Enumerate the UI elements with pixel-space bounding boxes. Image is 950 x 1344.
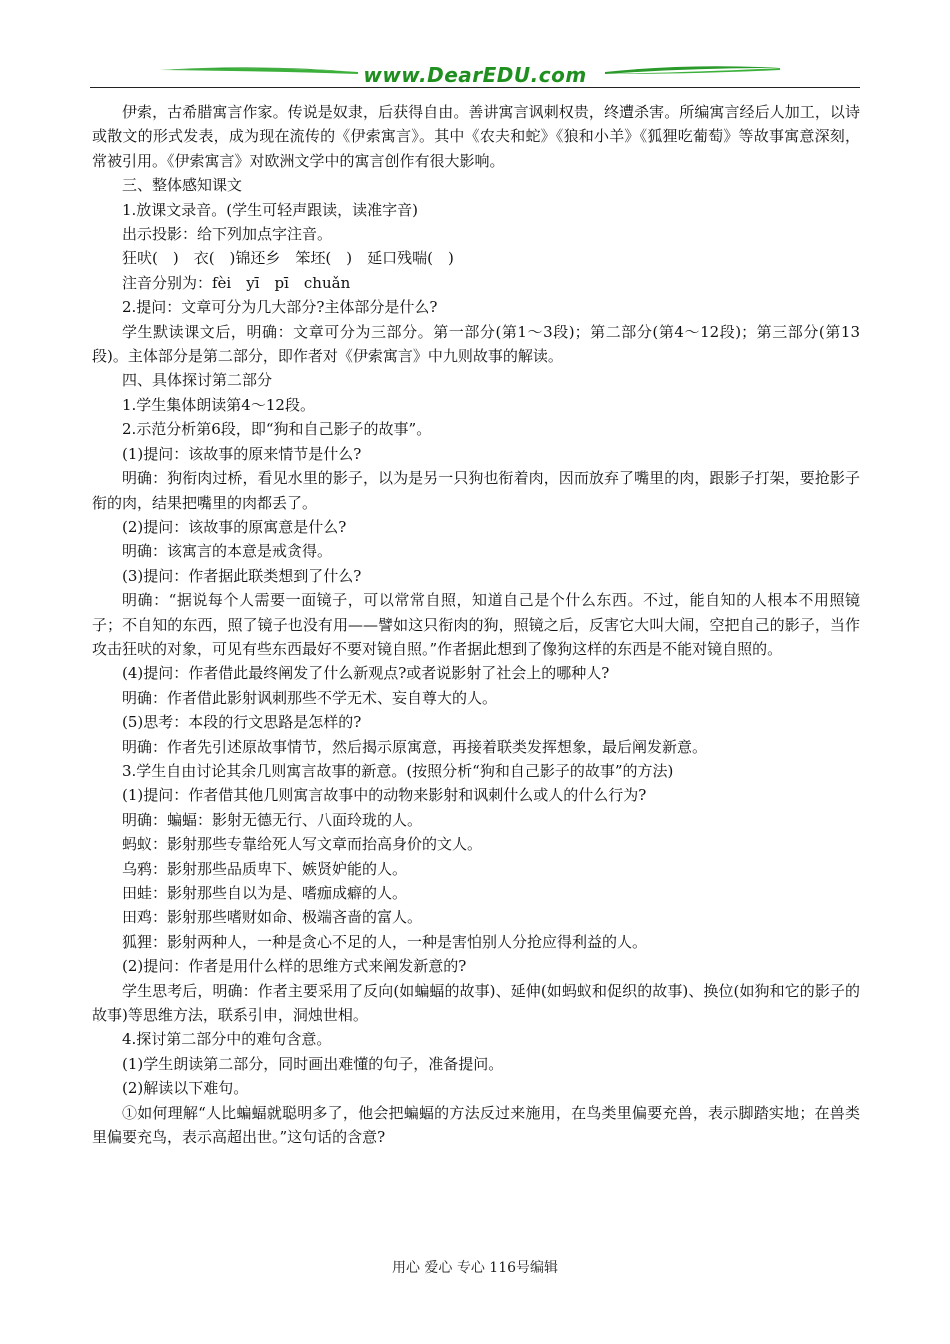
paragraph: 蚂蚁：影射那些专靠给死人写文章而抬高身价的文人。 [122,835,483,854]
paragraph: 明确：该寓言的本意是戒贪得。 [122,542,333,561]
paragraph: (4)提问：作者借此最终阐发了什么新观点?或者说影射了社会上的哪种人? [122,664,610,683]
paragraph: (2)解读以下难句。 [122,1079,249,1098]
header-divider [90,87,860,88]
paragraph: 明确：作者先引述原故事情节，然后揭示原寓意，再接着联类发挥想象，最后阐发新意。 [122,737,708,756]
paragraph: (2)提问：作者是用什么样的思维方式来阐发新意的? [122,957,467,976]
site-logo-text: www.DearEDU.com [363,63,587,87]
paragraph: 田蛙：影射那些自以为是、嗜痂成癖的人。 [122,884,408,902]
paragraph: 学生默读课文后，明确：文章可分为三部分。第一部分(第1～3段)；第二部分(第4～12段)；第三部分(第13段)。主体部分是第二部分，即作者对《伊索寓言》中九则故事的解读。 [92,322,860,366]
paragraph: 1.放课文录音。(学生可轻声跟读，读准字音) [122,200,419,219]
paragraph: 2.示范分析第6段，即“狗和自己影子的故事”。 [122,420,432,439]
paragraph: 乌鸦：影射那些品质卑下、嫉贤妒能的人。 [122,859,408,878]
paragraph: 学生思考后，明确：作者主要采用了反向(如蝙蝠的故事)、延伸(如蚂蚁和促织的故事)、换位(如狗和它的影子的故事)等思维方法，联系引申，洞烛世相。 [92,981,860,1025]
paragraph: 明确：“据说每个人需要一面镜子，可以常常自照，知道自己是个什么东西。不过，能自知的人根本不用照镜子；不自知的东西，照了镜子也没有用——譬如这只衔肉的狗，照镜之后，反害它大叫大闹，空把自己的影子，当作攻击狂吠的对象，可见有些东西最好不要对镜自照。”作者据此想到了像狗这样的东西是不能对镜自照的。 [92,591,860,658]
section-heading-4: 四、具体探讨第二部分 [122,371,273,390]
paragraph: 田鸡：影射那些嗜财如命、极端吝啬的富人。 [122,908,423,927]
paragraph-author-intro: 伊索，古希腊寓言作家。传说是奴隶，后获得自由。善讲寓言讽刺权贵，终遭杀害。所编寓言经后人加工，以诗或散文的形式发表，成为现在流传的《伊索寓言》。其中《农夫和蛇》《狼和小羊》《狐狸吃葡萄》等故事寓意深刻，常被引用。《伊索寓言》对欧洲文学中的寓言创作有很大影响。 [92,103,860,170]
paragraph: (1)提问：作者借其他几则寓言故事中的动物来影射和讽刺什么或人的什么行为? [122,786,647,805]
paragraph: 3.学生自由讨论其余几则寓言故事的新意。(按照分析“狗和自己影子的故事”的方法) [122,761,674,780]
paragraph: 4.探讨第二部分中的难句含意。 [122,1030,332,1049]
paragraph: 明确：作者借此影射讽刺那些不学无术、妄自尊大的人。 [122,688,498,707]
paragraph: 1.学生集体朗读第4～12段。 [122,395,315,414]
paragraph: 明确：蝙蝠：影射无德无行、八面玲珑的人。 [122,810,423,829]
paragraph: 狐狸：影射两种人，一种是贪心不足的人，一种是害怕别人分抢应得利益的人。 [122,932,648,951]
paragraph: (2)提问：该故事的原寓意是什么? [122,517,347,536]
pronunciation-exercise: 狂吠( ) 衣( )锦还乡 笨坯( ) 延口残喘( ) [122,249,454,268]
paragraph: 出示投影：给下列加点字注音。 [122,225,333,244]
paragraph: 2.提问：文章可分为几大部分?主体部分是什么? [122,298,438,317]
paragraph: ①如何理解“人比蝙蝠就聪明多了，他会把蝙蝠的方法反过来施用，在鸟类里偏要充兽，表示脚踏实地；在兽类里偏要充鸟，表示高超出世。”这句话的含意? [92,1103,860,1147]
section-heading-3: 三、整体感知课文 [122,176,243,195]
lesson-content [92,100,860,1149]
paragraph: (5)思考：本段的行文思路是怎样的? [122,713,362,732]
paragraph: (3)提问：作者据此联类想到了什么? [122,566,362,585]
page-footer: 用心 爱心 专心 116号编辑 [391,1260,559,1276]
paragraph: (1)学生朗读第二部分，同时画出难懂的句子，准备提问。 [122,1054,504,1073]
paragraph: 明确：狗衔肉过桥，看见水里的影子，以为是另一只狗也衔着肉，因而放弃了嘴里的肉，跟影子打架，要抢影子衔的肉，结果把嘴里的肉都丢了。 [92,469,860,512]
paragraph: (1)提问：该故事的原来情节是什么? [122,444,362,463]
pinyin-answers: 注音分别为：fèi yī pī chuǎn [122,273,351,292]
site-header-logo [90,62,860,90]
